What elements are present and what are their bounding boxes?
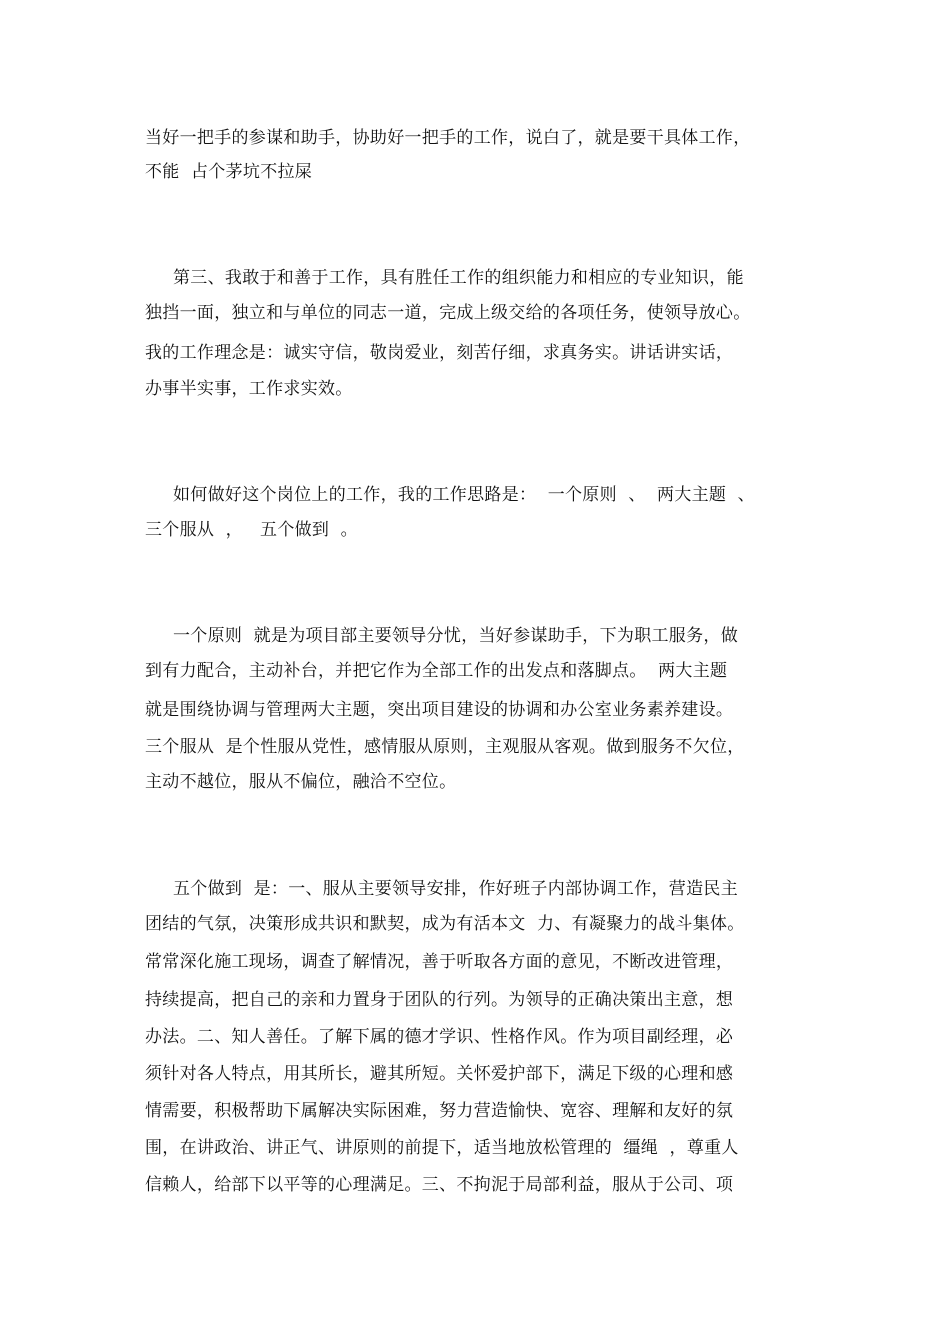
text-line: 情需要，积极帮助下属解决实际困难，努力营造愉快、宽容、理解和友好的氛 bbox=[145, 1101, 734, 1121]
text-line: 我的工作理念是：诚实守信，敬岗爱业，刻苦仔细，求真务实。讲话讲实话， bbox=[145, 343, 734, 363]
text-line: 信赖人，给部下以平等的心理满足。三、不拘泥于局部利益，服从于公司、项 bbox=[145, 1175, 734, 1195]
text-line: 三个服从 是个性服从党性，感情服从原则，主观服从客观。做到服务不欠位， bbox=[145, 737, 745, 757]
text-line: 办法。二、知人善任。了解下属的德才学识、性格作风。作为项目副经理，必 bbox=[145, 1027, 734, 1047]
text-line: 常常深化施工现场，调查了解情况，善于听取各方面的意见，不断改进管理， bbox=[145, 952, 734, 972]
text-line: 办事半实事，工作求实效。 bbox=[145, 379, 353, 399]
text-line: 持续提高，把自己的亲和力置身于团队的行列。为领导的正确决策出主意，想 bbox=[145, 990, 734, 1010]
text-line: 就是围绕协调与管理两大主题，突出项目建设的协调和办公室业务素养建设。 bbox=[145, 700, 734, 720]
text-line: 独挡一面，独立和与单位的同志一道，完成上级交给的各项任务，使领导放心。 bbox=[145, 303, 751, 323]
text-line: 团结的气氛，决策形成共识和默契，成为有活本文 力、有凝聚力的战斗集体。 bbox=[145, 914, 745, 934]
text-line: 不能 占个茅坑不拉屎 bbox=[145, 162, 313, 182]
text-line: 如何做好这个岗位上的工作，我的工作思路是： 一个原则 、 两大主题 、 bbox=[173, 485, 755, 505]
text-line: 须针对各人特点，用其所长，避其所短。关怀爱护部下，满足下级的心理和感 bbox=[145, 1064, 734, 1084]
text-line: 当好一把手的参谋和助手，协助好一把手的工作，说白了，就是要干具体工作， bbox=[145, 128, 751, 148]
text-line: 三个服从 ， 五个做到 。 bbox=[145, 520, 358, 540]
text-line: 主动不越位，服从不偏位，融洽不空位。 bbox=[145, 772, 457, 792]
text-line: 第三、我敢于和善于工作，具有胜任工作的组织能力和相应的专业知识，能 bbox=[173, 268, 744, 288]
text-line: 五个做到 是：一、服从主要领导安排，作好班子内部协调工作，营造民主 bbox=[173, 879, 739, 899]
text-line: 一个原则 就是为项目部主要领导分忧，当好参谋助手，下为职工服务，做 bbox=[173, 626, 739, 646]
text-line: 围，在讲政治、讲正气、讲原则的前提下，适当地放松管理的 缰绳 ，尊重人 bbox=[145, 1138, 739, 1158]
text-line: 到有力配合，主动补台，并把它作为全部工作的出发点和落脚点。 两大主题 bbox=[145, 661, 728, 681]
